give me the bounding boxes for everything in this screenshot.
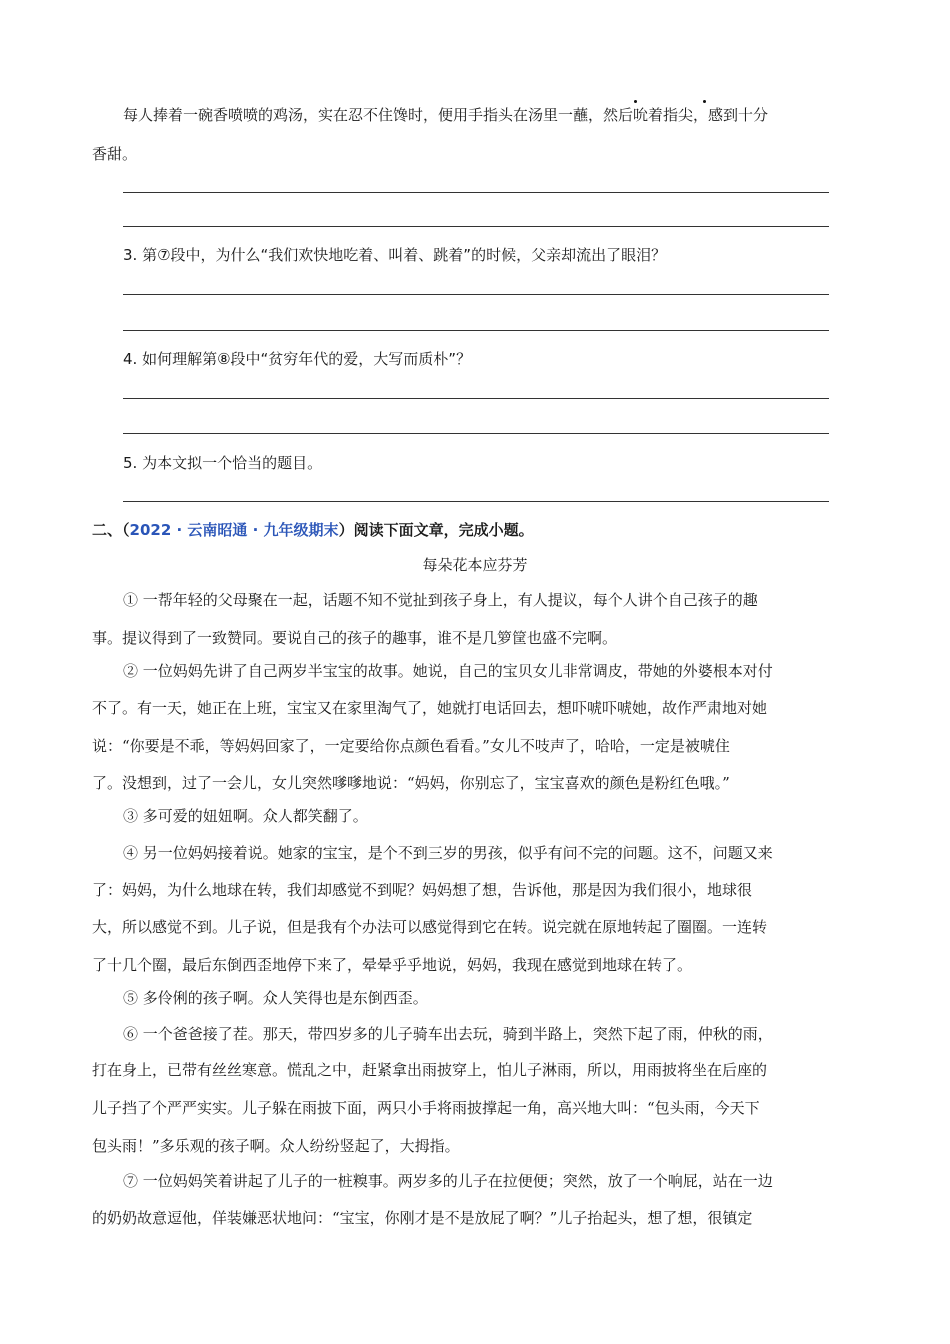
- article-line: ⑦ 一位妈妈笑着讲起了儿子的一桩糗事。两岁多的儿子在拉便便；突然，放了一个响屁，站在一边: [123, 1172, 773, 1190]
- article-line: ⑥ 一个爸爸接了茬。那天，带四岁多的儿子骑车出去玩，骑到半路上，突然下起了雨，仲秋的雨，: [123, 1025, 773, 1043]
- article-line: 事。提议得到了一致赞同。要说自己的孩子的趣事，谁不是几箩筐也盛不完啊。: [92, 629, 618, 647]
- section-number: 二、（: [92, 521, 130, 539]
- question-3: 3. 第⑦段中，为什么“我们欢快地吃着、叫着、跳着”的时候，父亲却流出了眼泪？: [123, 246, 667, 264]
- answer-line[interactable]: [123, 330, 829, 331]
- article-title: 每朵花本应芬芳: [422, 556, 528, 574]
- emphasis-dot-2: [703, 100, 706, 103]
- intro-line-2: 香甜。: [92, 145, 138, 163]
- answer-line[interactable]: [123, 433, 829, 434]
- article-line: 了十几个圈，最后东倒西歪地停下来了，晕晕乎乎地说，妈妈，我现在感觉到地球在转了。: [92, 956, 693, 974]
- article-line: 说：“你要是不乖，等妈妈回家了，一定要给你点颜色看看。”女儿不吱声了，哈哈，一定是被唬住: [92, 737, 730, 755]
- section-heading: [92, 519, 534, 541]
- answer-line[interactable]: [123, 192, 829, 193]
- article-line: 包头雨！”多乐观的孩子啊。众人纷纷竖起了，大拇指。: [92, 1137, 460, 1155]
- question-4: 4. 如何理解第⑧段中“贫穷年代的爱，大写而质朴”？: [123, 350, 472, 368]
- section-source: 2022 · 云南昭通 · 九年级期末: [129, 521, 339, 539]
- article-line: 的奶奶故意逗他，佯装嫌恶状地问：“宝宝，你刚才是不是放屁了啊？”儿子抬起头，想了想，很镇定: [92, 1209, 753, 1227]
- article-line: 了。没想到，过了一会儿，女儿突然嗲嗲地说：“妈妈，你别忘了，宝宝喜欢的颜色是粉红色哦。”: [92, 774, 730, 792]
- question-5: 5. 为本文拟一个恰当的题目。: [123, 454, 323, 472]
- article-line: ④ 另一位妈妈接着说。她家的宝宝，是个不到三岁的男孩，似乎有问不完的问题。这不，问题又来: [123, 844, 773, 862]
- article-line: 大，所以感觉不到。儿子说，但是我有个办法可以感觉得到它在转。说完就在原地转起了圈圈。一连转: [92, 918, 768, 936]
- article-line: ② 一位妈妈先讲了自己两岁半宝宝的故事。她说，自己的宝贝女儿非常调皮，带她的外婆根本对付: [123, 662, 773, 680]
- article-line: ① 一帮年轻的父母聚在一起，话题不知不觉扯到孩子身上，有人提议，每个人讲个自己孩子的趣: [123, 591, 758, 609]
- article-line: 打在身上，已带有丝丝寒意。慌乱之中，赶紧拿出雨披穿上，怕儿子淋雨，所以，用雨披将坐在后座的: [92, 1061, 768, 1079]
- answer-line[interactable]: [123, 501, 829, 502]
- article-line: ③ 多可爱的妞妞啊。众人都笑翻了。: [123, 807, 368, 825]
- answer-line[interactable]: [123, 226, 829, 227]
- article-line: ⑤ 多伶俐的孩子啊。众人笑得也是东倒西歪。: [123, 989, 428, 1007]
- article-line: 了：妈妈，为什么地球在转，我们却感觉不到呢？妈妈想了想，告诉他，那是因为我们很小，地球很: [92, 881, 753, 899]
- intro-line-1: 每人捧着一碗香喷喷的鸡汤，实在忍不住馋时，便用手指头在汤里一蘸，然后吮着指尖，感到十分: [123, 106, 769, 124]
- answer-line[interactable]: [123, 398, 829, 399]
- article-line: 不了。有一天，她正在上班，宝宝又在家里淘气了，她就打电话回去，想吓唬吓唬她，故作严肃地对她: [92, 699, 768, 717]
- emphasis-dot-1: [634, 100, 637, 103]
- article-line: 儿子挡了个严严实实。儿子躲在雨披下面，两只小手将雨披撑起一角，高兴地大叫：“包头雨，今天下: [92, 1099, 760, 1117]
- section-instruction: ）阅读下面文章，完成小题。: [338, 521, 534, 539]
- answer-line[interactable]: [123, 294, 829, 295]
